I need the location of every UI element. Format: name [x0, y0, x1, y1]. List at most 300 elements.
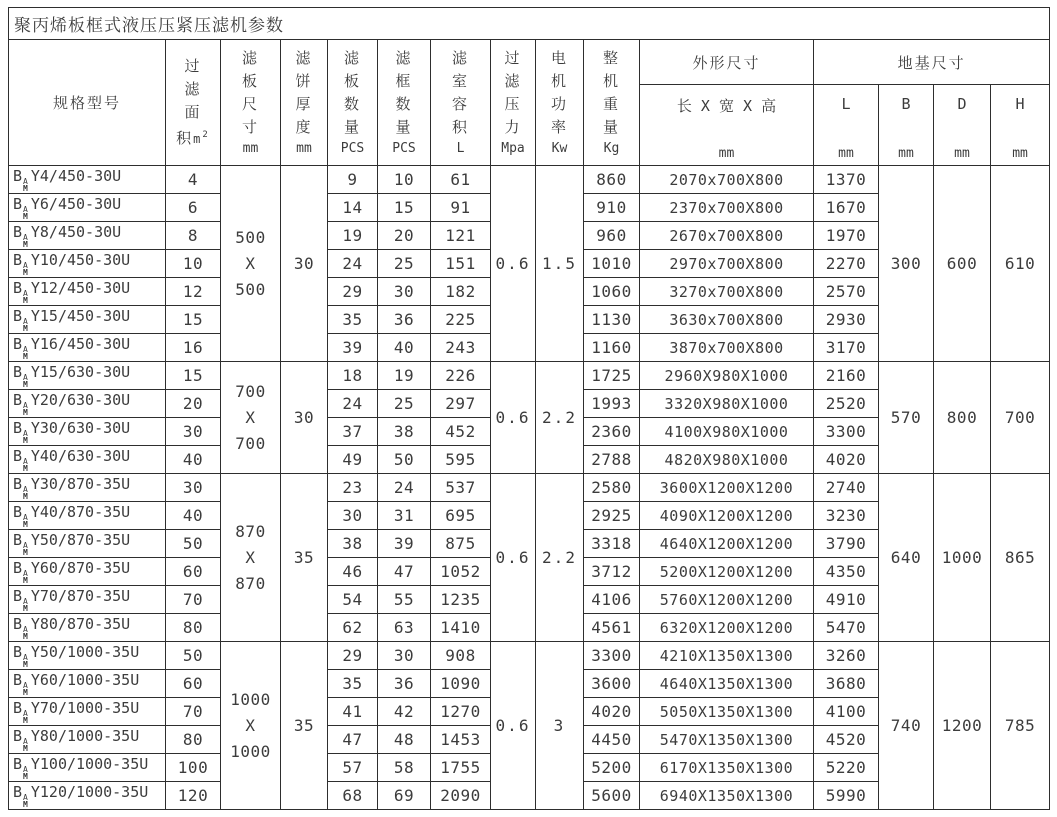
model-prefix-base: B [13, 531, 23, 549]
cell-foundation-b: 740 [879, 642, 934, 810]
cell-outline-dims: 3870x700X800 [640, 334, 814, 362]
cell-area: 50 [166, 642, 221, 670]
cell-frame-qty: 20 [378, 222, 431, 250]
cell-area: 15 [166, 362, 221, 390]
cell-foundation-l: 5220 [814, 754, 879, 782]
cell-foundation-l: 4520 [814, 726, 879, 754]
model-prefix-base: B [13, 755, 23, 773]
cell-weight: 2580 [584, 474, 640, 502]
col-header-foundation-b: B mm [879, 85, 934, 166]
cell-chamber-volume: 875 [431, 530, 491, 558]
model-prefix-stack: A M [23, 737, 28, 753]
cell-area: 20 [166, 390, 221, 418]
cell-weight: 2360 [584, 418, 640, 446]
model-prefix-stack: A M [23, 765, 28, 781]
cell-foundation-l: 3680 [814, 670, 879, 698]
cell-area: 6 [166, 194, 221, 222]
model-text: Y100/1000-35U [30, 755, 149, 773]
cell-foundation-l: 2570 [814, 278, 879, 306]
model-prefix-base: B [13, 419, 23, 437]
col-header-foundation-l: L mm [814, 85, 879, 166]
cell-foundation-l: 4910 [814, 586, 879, 614]
cell-foundation-l: 2520 [814, 390, 879, 418]
cell-chamber-volume: 1052 [431, 558, 491, 586]
cell-plate-qty: 19 [328, 222, 378, 250]
model-text: Y60/1000-35U [30, 671, 140, 689]
cell-area: 8 [166, 222, 221, 250]
cell-plate-size: 870 X 870 [221, 474, 281, 642]
cell-plate-qty: 47 [328, 726, 378, 754]
cell-plate-size: 1000 X 1000 [221, 642, 281, 810]
cell-area: 30 [166, 474, 221, 502]
cell-foundation-l: 3300 [814, 418, 879, 446]
cell-chamber-volume: 1235 [431, 586, 491, 614]
cell-pressure: 0.6 [491, 166, 536, 362]
group-header-foundation-dims: 地基尺寸 [814, 40, 1050, 85]
model-text: Y10/450-30U [30, 251, 131, 269]
cell-foundation-d: 800 [934, 362, 991, 474]
cell-plate-qty: 39 [328, 334, 378, 362]
cell-power: 1.5 [536, 166, 584, 362]
cell-foundation-l: 3260 [814, 642, 879, 670]
model-prefix-stack: A M [23, 793, 28, 809]
model-prefix-stack: A M [23, 261, 28, 277]
cell-pressure: 0.6 [491, 362, 536, 474]
spec-table [8, 7, 1050, 810]
model-prefix-base: B [13, 727, 23, 745]
cell-outline-dims: 4640X1200X1200 [640, 530, 814, 558]
model-text: Y12/450-30U [30, 279, 131, 297]
model-text: Y60/870-35U [30, 559, 131, 577]
model-text: Y80/870-35U [30, 615, 131, 633]
cell-frame-qty: 58 [378, 754, 431, 782]
cell-foundation-l: 2930 [814, 306, 879, 334]
cell-frame-qty: 30 [378, 278, 431, 306]
cell-chamber-volume: 1090 [431, 670, 491, 698]
model-text: Y16/450-30U [30, 335, 131, 353]
header-row-groups [9, 40, 1050, 85]
model-text: Y40/630-30U [30, 447, 131, 465]
cell-weight: 4561 [584, 614, 640, 642]
cell-model [9, 558, 166, 586]
cell-model [9, 278, 166, 306]
cell-model [9, 250, 166, 278]
col-header-frame-qty: 滤 框 数 量 PCS [378, 40, 431, 166]
cell-frame-qty: 19 [378, 362, 431, 390]
cell-plate-qty: 35 [328, 670, 378, 698]
model-text: Y70/1000-35U [30, 699, 140, 717]
model-prefix-base: B [13, 363, 23, 381]
cell-chamber-volume: 908 [431, 642, 491, 670]
cell-area: 80 [166, 726, 221, 754]
cell-outline-dims: 5760X1200X1200 [640, 586, 814, 614]
cell-chamber-volume: 595 [431, 446, 491, 474]
cell-foundation-l: 1970 [814, 222, 879, 250]
cell-foundation-l: 3230 [814, 502, 879, 530]
cell-weight: 4020 [584, 698, 640, 726]
cell-model [9, 530, 166, 558]
cell-chamber-volume: 1453 [431, 726, 491, 754]
model-prefix-stack: A M [23, 233, 28, 249]
model-prefix-stack: A M [23, 513, 28, 529]
cell-weight: 3318 [584, 530, 640, 558]
model-prefix-stack: A M [23, 345, 28, 361]
cell-frame-qty: 36 [378, 306, 431, 334]
table-row [9, 166, 1050, 194]
cell-frame-qty: 39 [378, 530, 431, 558]
model-text: Y6/450-30U [30, 195, 122, 213]
cell-plate-qty: 9 [328, 166, 378, 194]
model-text: Y8/450-30U [30, 223, 122, 241]
cell-weight: 4106 [584, 586, 640, 614]
cell-weight: 1725 [584, 362, 640, 390]
cell-frame-qty: 25 [378, 250, 431, 278]
cell-model [9, 474, 166, 502]
cell-plate-qty: 29 [328, 278, 378, 306]
cell-outline-dims: 4090X1200X1200 [640, 502, 814, 530]
cell-foundation-l: 3790 [814, 530, 879, 558]
model-text: Y70/870-35U [30, 587, 131, 605]
model-text: Y20/630-30U [30, 391, 131, 409]
cell-plate-qty: 35 [328, 306, 378, 334]
cell-frame-qty: 50 [378, 446, 431, 474]
model-prefix-stack: A M [23, 289, 28, 305]
cell-power: 2.2 [536, 362, 584, 474]
cell-chamber-volume: 121 [431, 222, 491, 250]
table-body [9, 166, 1050, 810]
cell-plate-qty: 54 [328, 586, 378, 614]
model-text: Y50/1000-35U [30, 643, 140, 661]
cell-area: 4 [166, 166, 221, 194]
model-prefix-base: B [13, 783, 23, 801]
cell-plate-size: 500 X 500 [221, 166, 281, 362]
cell-foundation-d: 1000 [934, 474, 991, 642]
cell-plate-qty: 41 [328, 698, 378, 726]
cell-foundation-l: 2160 [814, 362, 879, 390]
cell-cake-thickness: 35 [281, 642, 328, 810]
cell-area: 40 [166, 446, 221, 474]
cell-frame-qty: 10 [378, 166, 431, 194]
cell-cake-thickness: 30 [281, 362, 328, 474]
cell-outline-dims: 6170X1350X1300 [640, 754, 814, 782]
cell-pressure: 0.6 [491, 474, 536, 642]
cell-plate-qty: 14 [328, 194, 378, 222]
table-row [9, 642, 1050, 670]
model-text: Y15/450-30U [30, 307, 131, 325]
cell-area: 40 [166, 502, 221, 530]
cell-frame-qty: 47 [378, 558, 431, 586]
cell-foundation-b: 300 [879, 166, 934, 362]
cell-model [9, 446, 166, 474]
model-prefix-base: B [13, 699, 23, 717]
cell-frame-qty: 69 [378, 782, 431, 810]
col-header-lwh: 长 X 宽 X 高 mm [640, 85, 814, 166]
cell-weight: 5600 [584, 782, 640, 810]
model-text: Y30/870-35U [30, 475, 131, 493]
cell-chamber-volume: 297 [431, 390, 491, 418]
cell-cake-thickness: 30 [281, 166, 328, 362]
model-text: Y40/870-35U [30, 503, 131, 521]
page-title: 聚丙烯板框式液压压紧压滤机参数 [9, 8, 1050, 40]
model-prefix-stack: A M [23, 177, 28, 193]
cell-area: 70 [166, 586, 221, 614]
cell-frame-qty: 24 [378, 474, 431, 502]
cell-model [9, 418, 166, 446]
cell-chamber-volume: 226 [431, 362, 491, 390]
cell-weight: 860 [584, 166, 640, 194]
cell-model [9, 782, 166, 810]
cell-chamber-volume: 1410 [431, 614, 491, 642]
model-prefix-base: B [13, 503, 23, 521]
cell-power: 3 [536, 642, 584, 810]
cell-model [9, 334, 166, 362]
model-prefix-base: B [13, 335, 23, 353]
cell-foundation-d: 1200 [934, 642, 991, 810]
model-prefix-stack: A M [23, 709, 28, 725]
cell-plate-qty: 30 [328, 502, 378, 530]
cell-area: 60 [166, 558, 221, 586]
cell-area: 12 [166, 278, 221, 306]
cell-model [9, 614, 166, 642]
cell-chamber-volume: 537 [431, 474, 491, 502]
cell-chamber-volume: 452 [431, 418, 491, 446]
model-text: Y4/450-30U [30, 167, 122, 185]
cell-frame-qty: 25 [378, 390, 431, 418]
cell-outline-dims: 3600X1200X1200 [640, 474, 814, 502]
model-text: Y15/630-30U [30, 363, 131, 381]
cell-chamber-volume: 182 [431, 278, 491, 306]
col-header-model: 规格型号 [9, 40, 166, 166]
cell-weight: 1993 [584, 390, 640, 418]
col-header-chamber-volume: 滤 室 容 积 L [431, 40, 491, 166]
model-prefix-base: B [13, 587, 23, 605]
model-prefix-base: B [13, 615, 23, 633]
cell-outline-dims: 4820X980X1000 [640, 446, 814, 474]
cell-foundation-l: 1670 [814, 194, 879, 222]
model-prefix-base: B [13, 279, 23, 297]
model-prefix-base: B [13, 475, 23, 493]
cell-plate-qty: 68 [328, 782, 378, 810]
model-prefix-base: B [13, 559, 23, 577]
model-prefix-stack: A M [23, 653, 28, 669]
cell-model [9, 194, 166, 222]
cell-outline-dims: 2960X980X1000 [640, 362, 814, 390]
model-prefix-stack: A M [23, 373, 28, 389]
cell-model [9, 166, 166, 194]
cell-weight: 3300 [584, 642, 640, 670]
cell-chamber-volume: 1270 [431, 698, 491, 726]
cell-model [9, 306, 166, 334]
cell-area: 100 [166, 754, 221, 782]
cell-area: 70 [166, 698, 221, 726]
cell-frame-qty: 38 [378, 418, 431, 446]
model-text: Y50/870-35U [30, 531, 131, 549]
cell-area: 16 [166, 334, 221, 362]
cell-foundation-b: 570 [879, 362, 934, 474]
cell-outline-dims: 4210X1350X1300 [640, 642, 814, 670]
cell-foundation-d: 600 [934, 166, 991, 362]
col-header-cake-thickness: 滤 饼 厚 度 mm [281, 40, 328, 166]
cell-plate-qty: 46 [328, 558, 378, 586]
model-prefix-base: B [13, 167, 23, 185]
cell-foundation-l: 2740 [814, 474, 879, 502]
model-prefix-stack: A M [23, 485, 28, 501]
cell-model [9, 586, 166, 614]
cell-area: 80 [166, 614, 221, 642]
col-header-weight: 整 机 重 量 Kg [584, 40, 640, 166]
cell-model [9, 726, 166, 754]
cell-pressure: 0.6 [491, 642, 536, 810]
model-prefix-stack: A M [23, 625, 28, 641]
cell-frame-qty: 31 [378, 502, 431, 530]
cell-foundation-l: 4350 [814, 558, 879, 586]
cell-weight: 910 [584, 194, 640, 222]
model-text: Y30/630-30U [30, 419, 131, 437]
col-header-pressure: 过 滤 压 力 Mpa [491, 40, 536, 166]
model-prefix-stack: A M [23, 205, 28, 221]
cell-outline-dims: 5050X1350X1300 [640, 698, 814, 726]
cell-frame-qty: 40 [378, 334, 431, 362]
cell-frame-qty: 15 [378, 194, 431, 222]
model-prefix-stack: A M [23, 317, 28, 333]
cell-plate-qty: 62 [328, 614, 378, 642]
cell-plate-qty: 49 [328, 446, 378, 474]
cell-model [9, 502, 166, 530]
col-header-plate-size: 滤 板 尺 寸 mm [221, 40, 281, 166]
cell-chamber-volume: 61 [431, 166, 491, 194]
cell-foundation-h: 865 [991, 474, 1050, 642]
cell-weight: 4450 [584, 726, 640, 754]
cell-foundation-l: 1370 [814, 166, 879, 194]
cell-foundation-h: 785 [991, 642, 1050, 810]
cell-model [9, 670, 166, 698]
cell-foundation-l: 4020 [814, 446, 879, 474]
cell-model [9, 698, 166, 726]
cell-weight: 5200 [584, 754, 640, 782]
cell-outline-dims: 3320X980X1000 [640, 390, 814, 418]
cell-weight: 1060 [584, 278, 640, 306]
cell-weight: 1010 [584, 250, 640, 278]
col-header-foundation-d: D mm [934, 85, 991, 166]
title-row [9, 8, 1050, 40]
cell-area: 10 [166, 250, 221, 278]
cell-outline-dims: 4640X1350X1300 [640, 670, 814, 698]
cell-area: 60 [166, 670, 221, 698]
cell-plate-qty: 29 [328, 642, 378, 670]
cell-frame-qty: 48 [378, 726, 431, 754]
col-header-power: 电 机 功 率 Kw [536, 40, 584, 166]
cell-outline-dims: 2370x700X800 [640, 194, 814, 222]
model-prefix-base: B [13, 671, 23, 689]
cell-plate-qty: 24 [328, 390, 378, 418]
cell-model [9, 754, 166, 782]
cell-foundation-h: 610 [991, 166, 1050, 362]
cell-area: 15 [166, 306, 221, 334]
col-header-plate-qty: 滤 板 数 量 PCS [328, 40, 378, 166]
cell-plate-qty: 23 [328, 474, 378, 502]
col-header-foundation-h: H mm [991, 85, 1050, 166]
model-prefix-stack: A M [23, 597, 28, 613]
cell-outline-dims: 2670x700X800 [640, 222, 814, 250]
cell-weight: 960 [584, 222, 640, 250]
cell-foundation-l: 3170 [814, 334, 879, 362]
cell-frame-qty: 42 [378, 698, 431, 726]
cell-area: 50 [166, 530, 221, 558]
cell-frame-qty: 36 [378, 670, 431, 698]
cell-outline-dims: 5200X1200X1200 [640, 558, 814, 586]
cell-chamber-volume: 1755 [431, 754, 491, 782]
cell-weight: 1130 [584, 306, 640, 334]
cell-plate-qty: 18 [328, 362, 378, 390]
col-header-area: 过 滤 面 积$m^2$ [166, 40, 221, 166]
cell-foundation-l: 4100 [814, 698, 879, 726]
group-header-outline-dims: 外形尺寸 [640, 40, 814, 85]
cell-outline-dims: 2070x700X800 [640, 166, 814, 194]
cell-area: 30 [166, 418, 221, 446]
cell-plate-qty: 37 [328, 418, 378, 446]
model-prefix-base: B [13, 195, 23, 213]
model-prefix-base: B [13, 251, 23, 269]
cell-foundation-h: 700 [991, 362, 1050, 474]
table-row [9, 362, 1050, 390]
cell-plate-qty: 57 [328, 754, 378, 782]
cell-frame-qty: 63 [378, 614, 431, 642]
table-row [9, 474, 1050, 502]
cell-weight: 3600 [584, 670, 640, 698]
model-prefix-stack: A M [23, 457, 28, 473]
cell-area: 120 [166, 782, 221, 810]
cell-outline-dims: 3270x700X800 [640, 278, 814, 306]
cell-outline-dims: 3630x700X800 [640, 306, 814, 334]
model-prefix-base: B [13, 307, 23, 325]
cell-plate-size: 700 X 700 [221, 362, 281, 474]
cell-model [9, 222, 166, 250]
cell-outline-dims: 2970x700X800 [640, 250, 814, 278]
cell-outline-dims: 6940X1350X1300 [640, 782, 814, 810]
model-text: Y80/1000-35U [30, 727, 140, 745]
model-prefix-stack: A M [23, 401, 28, 417]
cell-chamber-volume: 2090 [431, 782, 491, 810]
model-prefix-base: B [13, 643, 23, 661]
cell-frame-qty: 55 [378, 586, 431, 614]
model-prefix-base: B [13, 223, 23, 241]
cell-foundation-b: 640 [879, 474, 934, 642]
cell-model [9, 642, 166, 670]
spec-sheet [8, 7, 1050, 810]
cell-foundation-l: 5470 [814, 614, 879, 642]
cell-model [9, 362, 166, 390]
cell-chamber-volume: 151 [431, 250, 491, 278]
model-prefix-stack: A M [23, 541, 28, 557]
cell-chamber-volume: 695 [431, 502, 491, 530]
cell-chamber-volume: 243 [431, 334, 491, 362]
cell-foundation-l: 5990 [814, 782, 879, 810]
model-prefix-base: B [13, 447, 23, 465]
cell-weight: 2788 [584, 446, 640, 474]
cell-outline-dims: 4100X980X1000 [640, 418, 814, 446]
cell-weight: 3712 [584, 558, 640, 586]
cell-frame-qty: 30 [378, 642, 431, 670]
cell-outline-dims: 6320X1200X1200 [640, 614, 814, 642]
model-prefix-stack: A M [23, 681, 28, 697]
cell-chamber-volume: 91 [431, 194, 491, 222]
cell-foundation-l: 2270 [814, 250, 879, 278]
model-prefix-stack: A M [23, 569, 28, 585]
cell-model [9, 390, 166, 418]
cell-power: 2.2 [536, 474, 584, 642]
cell-cake-thickness: 35 [281, 474, 328, 642]
cell-outline-dims: 5470X1350X1300 [640, 726, 814, 754]
